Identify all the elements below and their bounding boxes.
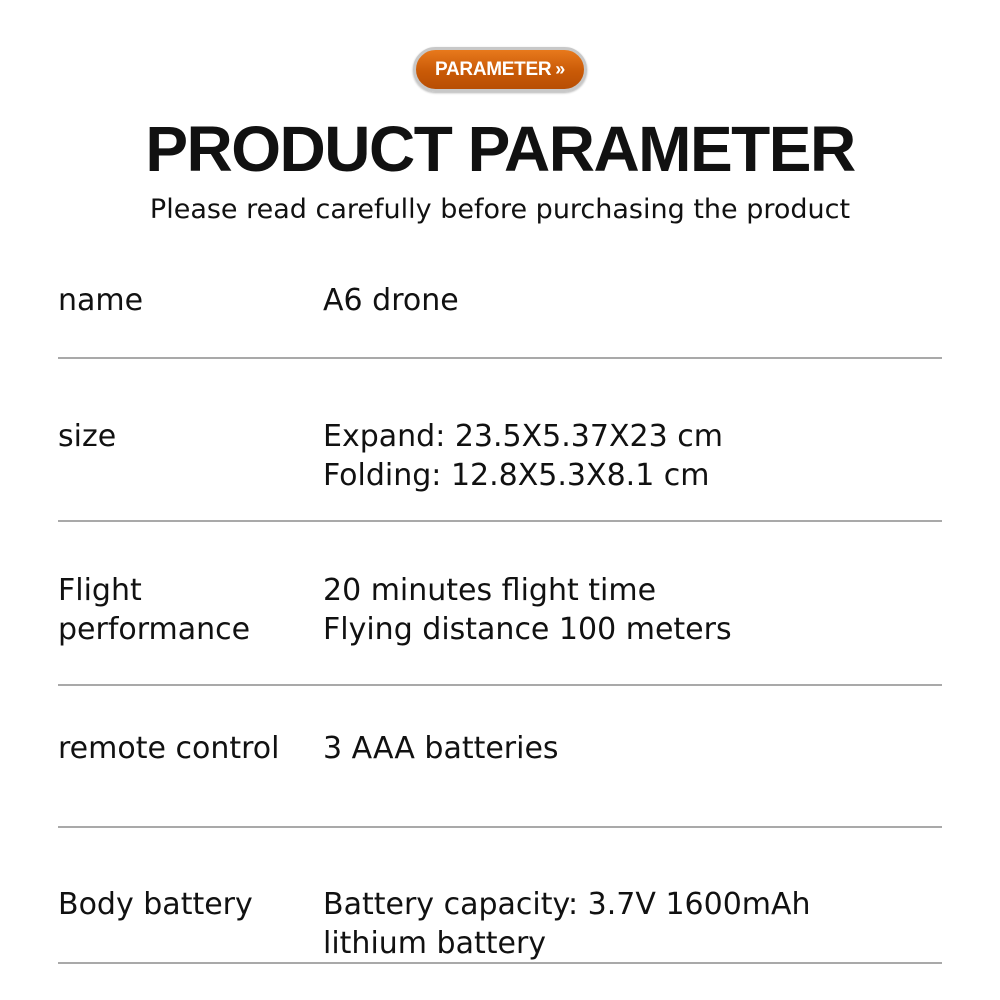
- param-value: [323, 417, 723, 495]
- divider: [58, 520, 942, 522]
- param-label: [58, 885, 253, 924]
- badge-label: PARAMETER: [435, 58, 552, 80]
- text-line: Expand: 23.5X5.37X23 cm: [323, 419, 723, 454]
- text-line: 3 AAA batteries: [323, 731, 559, 766]
- divider: [58, 357, 942, 359]
- text-line: name: [58, 283, 144, 318]
- divider: [58, 684, 942, 686]
- text-line: Flight: [58, 573, 142, 608]
- text-line: A6 drone: [323, 283, 459, 318]
- text-line: Battery capacity: 3.7V 1600mAh: [323, 887, 811, 922]
- param-label: [58, 729, 279, 768]
- param-label: [58, 281, 143, 320]
- text-line: Flying distance 100 meters: [323, 612, 732, 647]
- parameter-badge: [413, 47, 587, 92]
- param-label: [58, 571, 250, 649]
- text-line: performance: [58, 612, 251, 647]
- text-line: Body battery: [58, 887, 253, 922]
- text-line: lithium battery: [323, 926, 547, 961]
- param-value: [323, 571, 732, 649]
- text-line: remote control: [58, 731, 280, 766]
- text-line: Folding: 12.8X5.3X8.1 cm: [323, 458, 710, 493]
- page-title: PRODUCT PARAMETER: [145, 113, 855, 185]
- page-subtitle: Please read carefully before purchasing the product: [149, 194, 851, 225]
- text-line: size: [58, 419, 117, 454]
- param-label: [58, 417, 116, 456]
- param-value: [323, 281, 459, 320]
- param-value: [323, 885, 811, 963]
- double-chevron-icon: »: [555, 59, 565, 79]
- divider: [58, 962, 942, 964]
- param-value: [323, 729, 559, 768]
- divider: [58, 826, 942, 828]
- text-line: 20 minutes flight time: [323, 573, 657, 608]
